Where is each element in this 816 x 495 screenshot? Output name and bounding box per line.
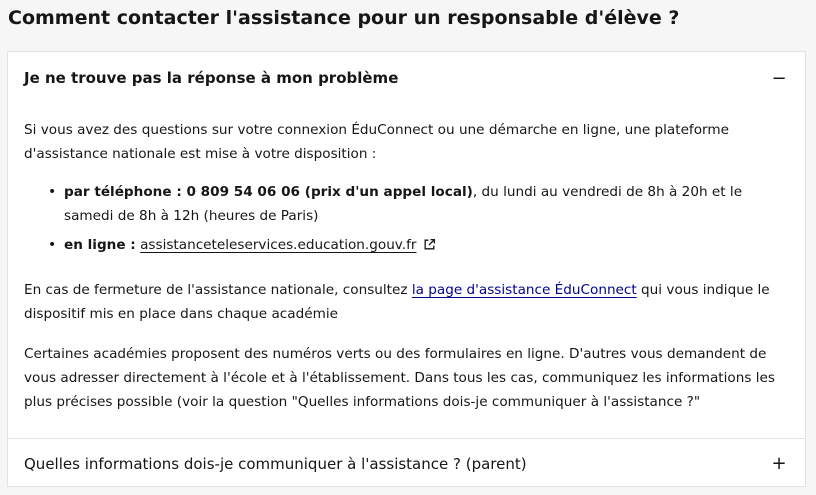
bullet-icon: • xyxy=(48,237,57,253)
fallback-paragraph xyxy=(24,278,794,326)
expand-icon[interactable]: + xyxy=(771,453,787,474)
faq-accordion xyxy=(7,51,806,487)
phone-label: par téléphone : 0 809 54 06 06 (prix d'un appel local) xyxy=(64,184,473,200)
list-item-online xyxy=(24,233,794,259)
assistance-website-link-text: assistanceteleservices.education.gouv.fr xyxy=(140,237,417,253)
phone-hours: , du lundi au vendredi de 8h à 20h et le samedi de 8h à 12h (heures de Paris) xyxy=(64,184,743,224)
online-label: en ligne : xyxy=(64,237,136,253)
fallback-text-before: En cas de fermeture de l'assistance nationale, consultez xyxy=(24,282,412,298)
collapse-icon[interactable]: − xyxy=(771,67,787,89)
accordion-header-information[interactable] xyxy=(8,438,805,488)
contact-list xyxy=(24,180,794,259)
accordion-header-no-answer[interactable] xyxy=(8,52,805,104)
assistance-website-link[interactable] xyxy=(140,237,435,253)
educonnect-help-link[interactable]: la page d'assistance ÉduConnect xyxy=(411,282,637,298)
accordion-title: Quelles informations dois-je communiquer à l'assistance ? (parent) xyxy=(24,454,527,473)
list-item-phone xyxy=(24,180,794,228)
fallback-text-after: qui vous indique le dispositif mis en place dans chaque académie xyxy=(24,282,770,322)
bullet-icon: • xyxy=(48,184,57,200)
external-link-icon xyxy=(423,235,436,259)
page-title: Comment contacter l'assistance pour un responsable d'élève ? xyxy=(8,7,680,29)
intro-paragraph: Si vous avez des questions sur votre connexion ÉduConnect ou une démarche en ligne, une plateforme d'assistance nationale est mise à votre disposition : xyxy=(24,122,729,162)
accordion-title: Je ne trouve pas la réponse à mon problème xyxy=(24,69,399,87)
academies-paragraph: Certaines académies proposent des numéros verts ou des formulaires en ligne. D'autres vous demandent de vous adresser directement à l'école et à l'établissement. Dans tous les cas, communiquez les informations les plus précises possible (voir la question "Quelles informations dois-je communiquer à l'assistance ?" xyxy=(24,346,775,410)
